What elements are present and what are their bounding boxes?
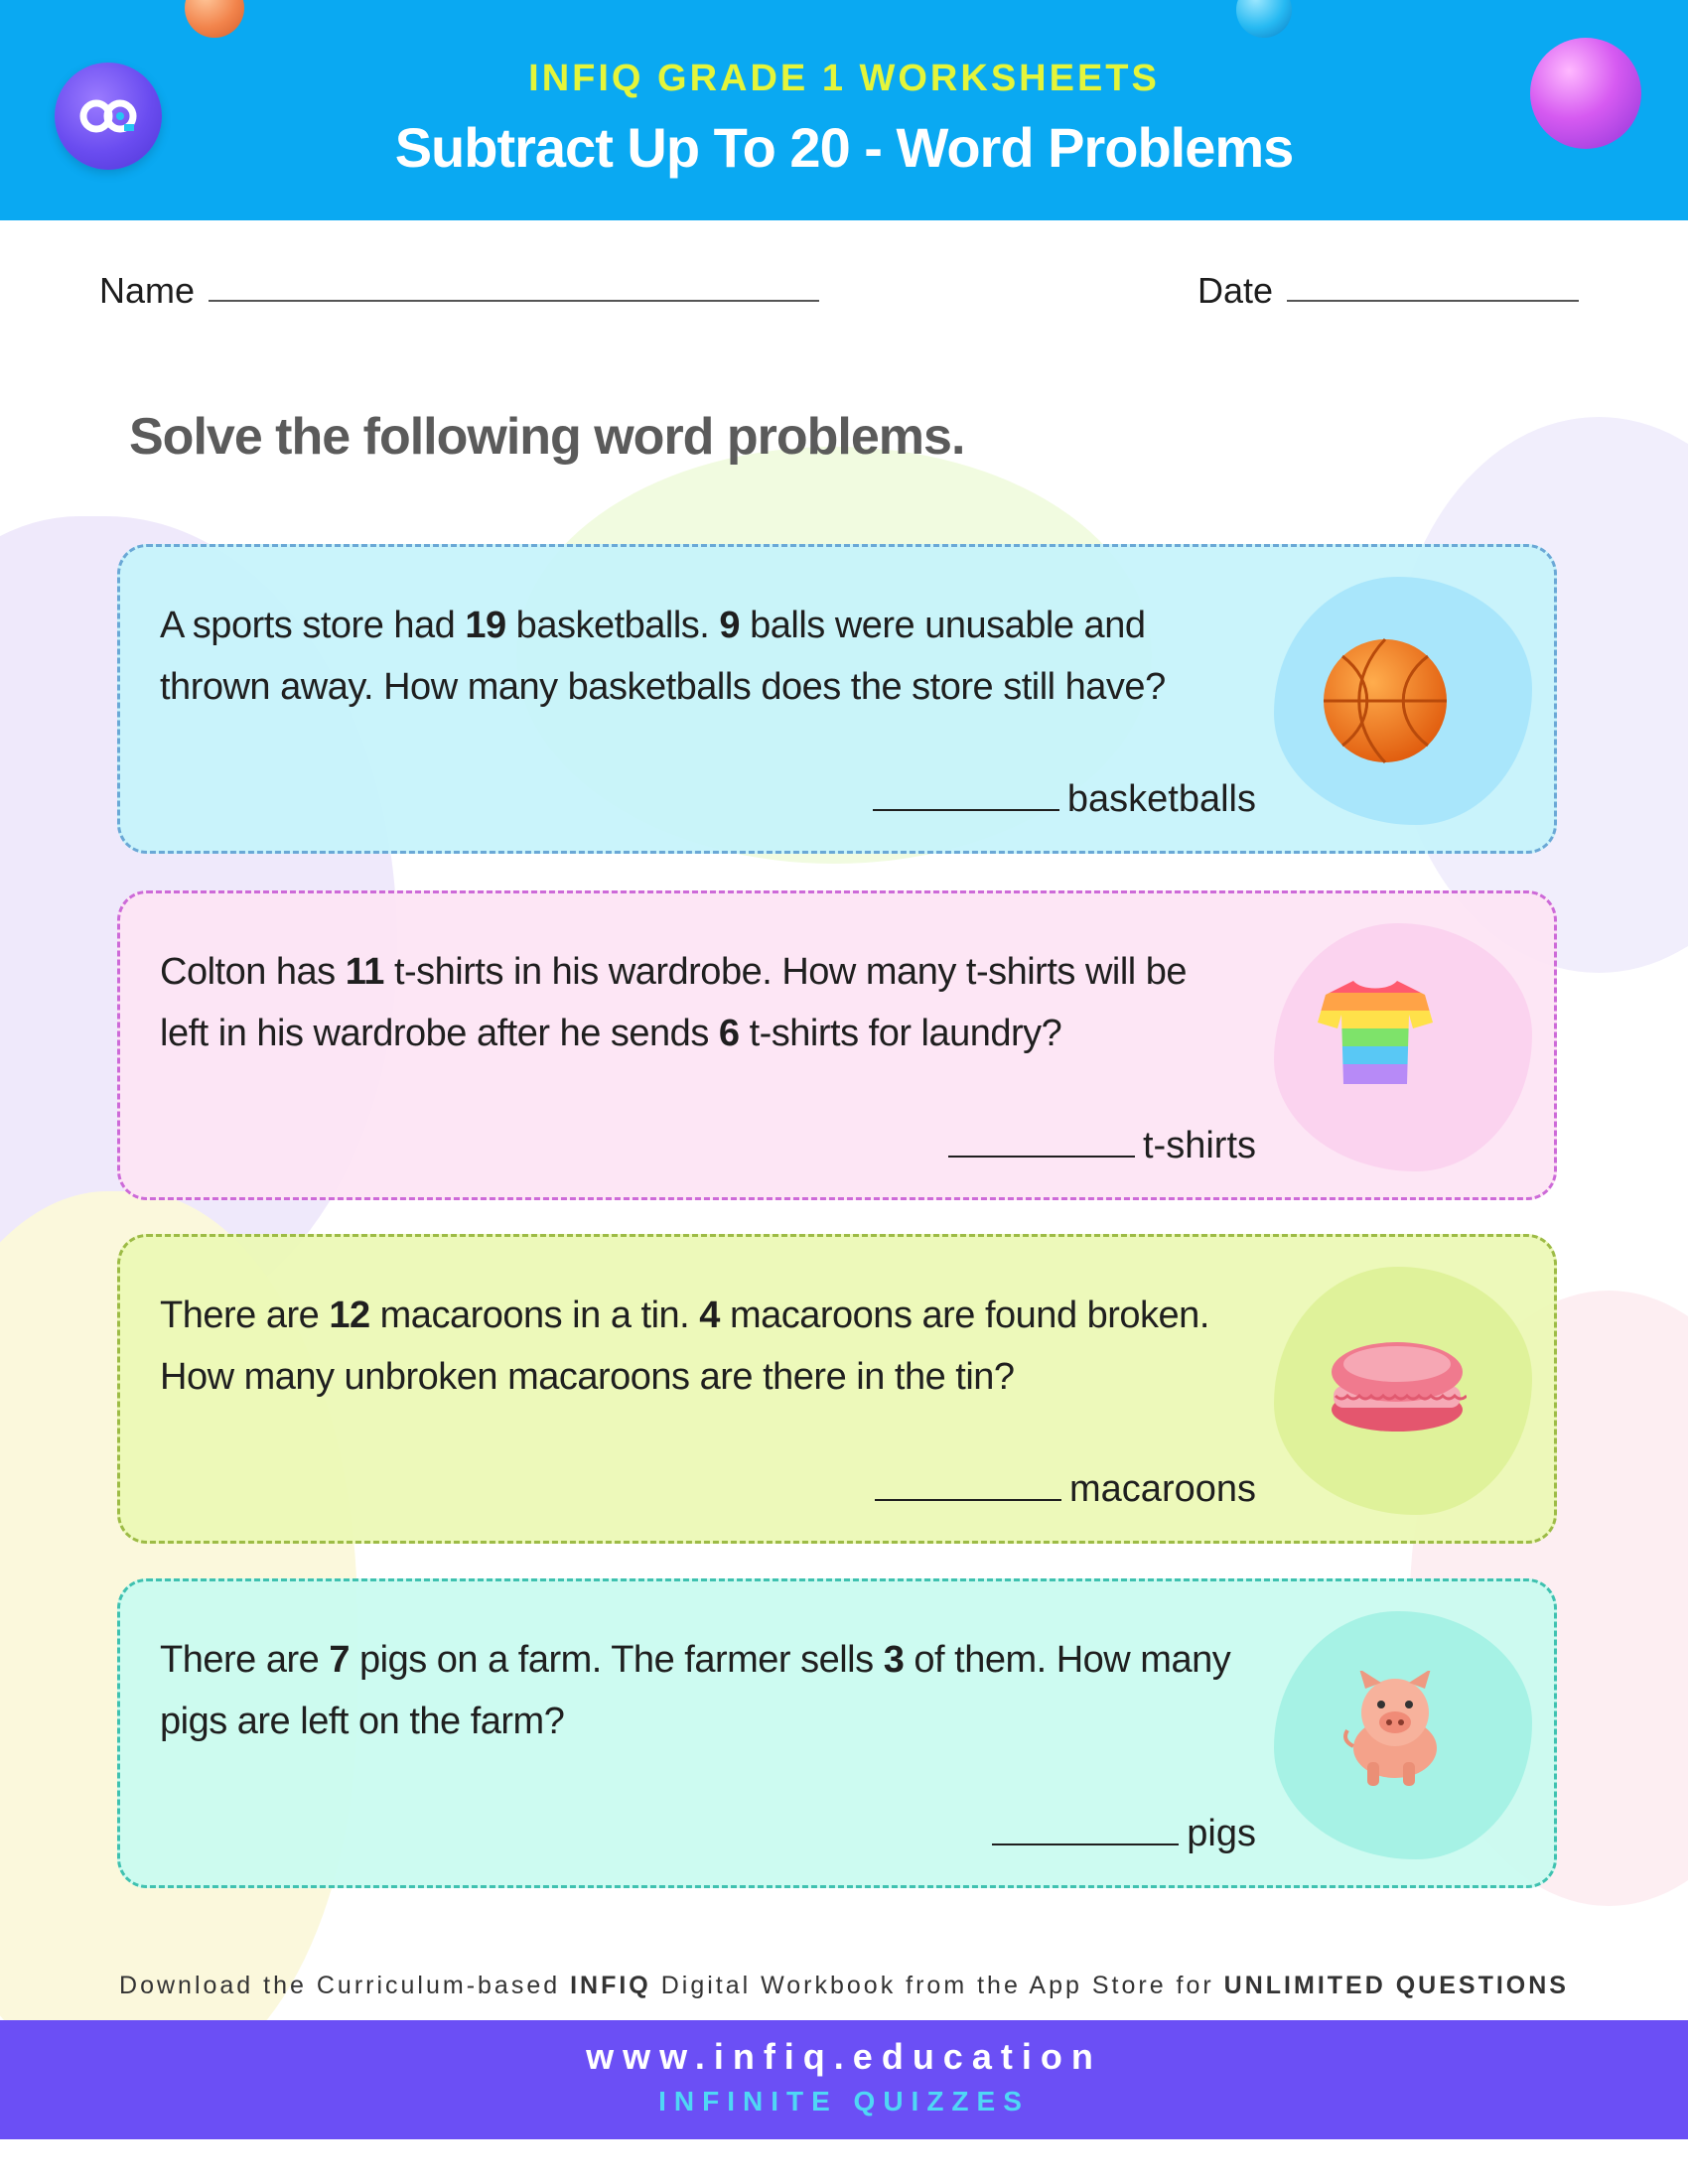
- problem-number: 11: [345, 951, 384, 993]
- answer-unit: macaroons: [1069, 1468, 1256, 1510]
- promo-brand: INFIQ: [570, 1972, 651, 1999]
- problem-number: 12: [329, 1295, 370, 1336]
- promo-text: Download the Curriculum-based INFIQ Digital Workbook from the App Store for UNLIMITED QUESTIONS: [119, 1972, 1569, 1999]
- series-title: INFIQ GRADE 1 WORKSHEETS: [528, 58, 1160, 99]
- pig-icon: [1326, 1671, 1455, 1790]
- problem-text: There are 7 pigs on a farm. The farmer sells 3 of them. How many pigs are left on the farm?: [160, 1639, 1231, 1742]
- problem-number: 6: [718, 1013, 740, 1054]
- answer-blank[interactable]: [875, 1471, 1061, 1501]
- t-shirt-icon: [1316, 973, 1435, 1092]
- name-label: Name: [99, 270, 196, 311]
- problem-number: 3: [883, 1639, 905, 1681]
- problem-number: 7: [329, 1639, 350, 1681]
- decorative-orange-ball: [185, 0, 244, 38]
- problem-number: 9: [719, 605, 741, 646]
- problem-number: 4: [699, 1295, 720, 1336]
- answer-line[interactable]: [992, 1813, 1256, 1855]
- problem-card-macaroons: [117, 1234, 1557, 1544]
- problem-card-t-shirts: [117, 890, 1557, 1200]
- tagline: INFINITE QUIZZES: [658, 2086, 1030, 2116]
- name-field[interactable]: [209, 300, 819, 302]
- promo-cta: UNLIMITED QUESTIONS: [1223, 1972, 1569, 1999]
- footer-banner: [0, 2020, 1688, 2139]
- page-title: Subtract Up To 20 - Word Problems: [394, 116, 1294, 179]
- answer-unit: pigs: [1187, 1813, 1256, 1854]
- problem-text: A sports store had 19 basketballs. 9 balls were unusable and thrown away. How many basketballs does the store still have?: [160, 605, 1166, 708]
- answer-unit: basketballs: [1066, 778, 1256, 820]
- date-label: Date: [1197, 270, 1274, 311]
- answer-blank[interactable]: [992, 1816, 1179, 1845]
- instructions-heading: Solve the following word problems.: [129, 408, 965, 466]
- answer-line[interactable]: [948, 1125, 1256, 1167]
- answer-blank[interactable]: [948, 1128, 1135, 1158]
- answer-unit: t-shirts: [1143, 1125, 1256, 1166]
- date-field[interactable]: [1287, 300, 1579, 302]
- basketball-icon: [1321, 636, 1450, 765]
- answer-line[interactable]: [873, 778, 1256, 821]
- answer-line[interactable]: [875, 1468, 1256, 1511]
- website-link[interactable]: www.infiq.education: [586, 2036, 1102, 2077]
- problem-text: Colton has 11 t-shirts in his wardrobe. How many t-shirts will be left in his wardrobe after he sends 6 t-shirts for laundry?: [160, 951, 1188, 1054]
- header-banner: [0, 0, 1688, 220]
- problem-card-pigs: [117, 1578, 1557, 1888]
- problem-text: There are 12 macaroons in a tin. 4 macaroons are found broken. How many unbroken macaroons are there in the tin?: [160, 1295, 1209, 1398]
- macaroon-icon: [1328, 1336, 1467, 1435]
- problem-card-basketballs: [117, 544, 1557, 854]
- decorative-blue-ball: [1236, 0, 1292, 38]
- problem-number: 19: [465, 605, 506, 646]
- answer-blank[interactable]: [873, 781, 1059, 811]
